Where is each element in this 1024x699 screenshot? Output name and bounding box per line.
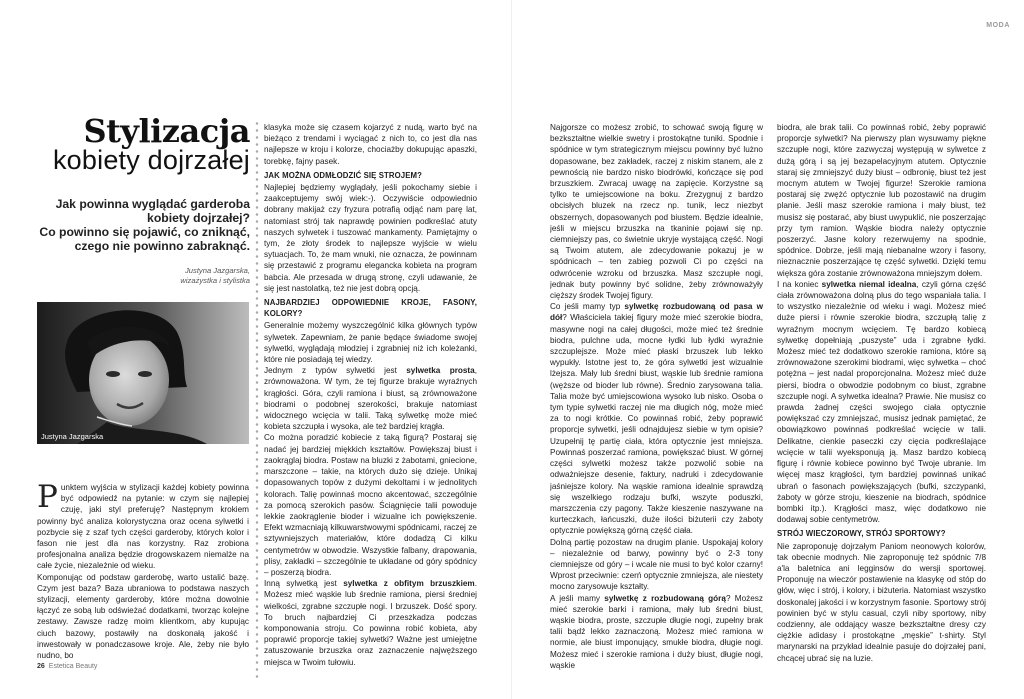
- body-paragraph: [550, 593, 763, 671]
- author-name: Justyna Jazgarska,: [185, 266, 250, 275]
- magazine-name: Estetica Beauty: [48, 663, 98, 670]
- text-run: I na koniec: [777, 279, 822, 289]
- emphasis: sylwetkę z rozbudowaną górą: [604, 593, 726, 603]
- text-run: Jednym z typów sylwetki jest: [264, 366, 407, 376]
- text-run: , zrównoważona. W tym, że tej figurze brakuje wyraźnych krągłości. Góra, czyli ramiona i biust, są zrównoważone biodrami o podobnej szerokości, brakuje natomiast widocznego wcięcia w talii. Taką sylwetkę może mieć kobieta szczupła i wysoka, ale też bardziej krągła.: [264, 366, 477, 432]
- body-paragraph: Generalnie możemy wyszczególnić kilka głównych typów sylwetek. Zapewniam, że panie będące świadome swojej sylwetki, wyglądają młodziej i zgrabniej niż ich koleżanki, które nie posiadają tej wiedzy.: [264, 321, 477, 365]
- emphasis: sylwetka niemal idealna: [821, 279, 917, 289]
- right-page: [512, 0, 1024, 699]
- text-run: . Możesz mieć wąskie lub średnie ramiona, piersi średniej wielkości, zgrabne szczupłe nogi. I brzuszek. Dość spory. To bruch najbardziej Ci przeszkadza podczas komponowania stroju. Co powinna robić kobieta, aby poprawić proporcje takiej sylwetki? Ważne jest umiejętne zatuszowanie brzuszka oraz zaznaczenie najwęższego miejsca w Twoim tułowiu.: [264, 579, 477, 667]
- text-run: ? Właściciela takiej figury może mieć szerokie biodra, masywne nogi na całej długości, może mieć też średnie biodra, pulchne uda, mocne łydki lub łydki wyraźnie szczuplejsze. Może mieć płaski brzuszek lub lekko wypukły. Istotne jest to, że góra sylwetki jest wizualnie lżejsza. Mały lub średni biust, wąskie lub średnie ramiona (węższe od bioder lub równe). Średnio zarysowana talia. Talia może być umiejscowiona wysoko lub nisko. Osoba o tym typie sylwetki raczej nie ma długich nóg, może mieć za to nogi krótkie. Co powinnaś robić, żeby poprawić proporcje sylwetki, jeśli odnajdujesz siebie w tym opisie? Uzupełnij tę partię ciała, która optycznie jest mniejsza. Powinnaś poszerzać ramiona, powiększać biust. W górnej części sylwetki możesz także pozwolić sobie na odważniejsze desenie, faktury, nadruki i zdecydowanie jaśniejsze kolory. Na wąskie ramiona idealnie sprawdzą się wszelkiego rodzaju bufki, wszyte poduszki, marszczenia czy pagony. Także kieszenie naszywane na kurteczkach, łańcuszki, duże ilości biżuterii czy żaboty optycznie powiększą górną część ciała.: [550, 313, 763, 536]
- article-lead: [30, 197, 250, 253]
- portrait-illustration: [37, 302, 249, 444]
- author-role: wizażystka i stylistka: [180, 276, 250, 285]
- text-column-2: [264, 122, 477, 682]
- text-run: Co jeśli mamy typ: [550, 302, 625, 312]
- emphasis: sylwetkę rozbudowaną od pasa w dół: [550, 302, 763, 323]
- page-footer: [37, 663, 97, 670]
- page-number: 26: [37, 663, 45, 670]
- article-title: Stylizacja: [83, 112, 250, 150]
- body-paragraph: Najgorsze co możesz zrobić, to schować swoją figurę w bezkształtne wielkie swetry i prostokątne tuniki. Spodnie i spódnice w tym strategicznym miejscu powinny być lużno dopasowane, bez zakładek, raczej z niskim stanem, ale z pewnością nie bardzo nisko biodrówki, kończące się pod brzuszkiem. Zwracaj uwagę na zapięcie. Korzystne są tylko te umiejscowione na boku. Zrezygnuj z bardzo obcisłych bluzek na rzecz np. tunik, lecz niezbyt obszernych, dopasowanych pod biustem. Będzie idealnie, jeśli w miejscu brzuszka na tkaninie pojawi się np. ciemniejszy pas, co świetnie ukryje wystającą część. Nogi są Twoim atutem, ale zdecydowanie pokazuj je w spódnicach – ten zabieg pozwoli Ci po części na odwrócenie wzroku od brzuszka. Masz szczupłe nogi, jednak buty powinny być solidne, żeby zrównoważyły cięższy środek Twojej figury.: [550, 123, 763, 301]
- body-paragraph: Komponując od podstaw garderobę, warto ustalić bazę. Czym jest baza? Baza ubraniowa to podstawa naszych stylizacji, elementy garderoby, które można dowolnie łączyć ze sobą lub odświeżać dodatkami, tworząc kolejne zestawy. Zawsze radzę moim klientkom, aby kupując ciuch bazowy, postawiły na doskonałą jakość i inwestowały w ponadczasowe kroje. Ale, żeby nie było nudno, bo: [37, 572, 249, 661]
- subheading: JAK MOŻNA ODMŁODZIĆ SIĘ STROJEM?: [264, 170, 422, 180]
- section-label: MODA: [986, 22, 1010, 29]
- text-run: , czyli górna część ciała zrównoważona dolną plus do tego wspaniała talia. I to wszystko niezależnie od wieku i wagi. Możesz mieć duże piersi i równie szerokie biodra, szczupłą talię z wyraźnym mocnym wcięciem. Tę bardzo kobiecą sylwetkę dopełniają „puszyste” uda i zgrabne łydki. Możesz mieć też dodatkowo szerokie ramiona, które są zrównoważone szerokimi biodrami, więc sylwetka – choć potężna – jest nadal proporcjonalna. Możesz mieć duże piersi, biodra o obwodzie podobnym co biust, zgrabne szczupłe nogi. A sylwetka idealna? Prawie. Nie musisz co prawda żadnej części swojego ciała optycznie powiększać czy zmniejszać, musisz jednak pamiętać, że obowiązkowo powinnaś podkreślać wcięcie w talii. Delikatne, cienkie paseczki czy cięcia podkreślające wcięcie w talii wyeksponują ją. Masz bardzo kobiecą figurę i równie kobiece powinno być Twoje ubranie. Im więcej masz krągłości, tym bardziej powinnaś unikać ubrań o fasonach powiększających (bufki, szczypanki, żaboty w górze stroju, kieszenie na biodrach, spódnice bombki itp.). Krągłości masz, więc dodatkowo nie dodawaj sobie centymetrów.: [777, 279, 986, 525]
- body-paragraph: biodra, ale brak talii. Co powinnaś robić, żeby poprawić proporcje sylwetki? Na pierwszy plan wysuwamy piękne szczupłe nogi, które zazwyczaj występują w sylwetce z dużą górą i są jej bezapelacyjnym atutem. Optycznie staraj się zmniejszyć duży biust – odbronię, biust też jest mocnym atutem w Twojej figurze! Szerokie ramiona postaraj się zwężć optycznie lub pozostawić na drugim planie. Jeśli masz szerokie ramiona i mały biust, też musisz się postarać, aby biust uwypuklić, nie poszerzając przy tym ramion. Wąskie biodra należy optycznie poszerzyć. Jasne kolory rezerwujemy na spodnie, spódnice. Dobrze, jeśli mają niebanalne wzory i fasony, nieznacznie poszerzające tę część sylwetki. Dzięki temu większa góra zostanie zrównoważona mniejszym dołem.: [777, 123, 986, 278]
- lead-line: Co powinno się pojawić, co zniknąć,: [39, 225, 250, 239]
- body-paragraph: Co można poradzić kobiecie z taką figurą? Postaraj się nadać jej bardziej miękkich kształtów. Powiększaj biust i zaokrąglaj biodra. Postaw na bluzki z żabotami, gniecione, marszczone – takie, na których dużo się dzieje. Unikaj dopasowanych topów z dużymi dekoltami i w jednolitych kolorach. Talię powinnaś mocno akcentować, szczególnie za pomocą szerokich pasów. Ściągnięcie talii powoduje lekkie zaokrąglenie bioder i wizualne ich powiększenie. Efekt wzmacniają kilkuwarstwowymi spódnicami, raczej ze sztywniejszych materiałów, które dodadzą Ci kilku centymetrów w obwodzie. Wszystkie falbany, drapowania, plisy, zakładki – szczególnie te układane od góry spódnicy – poszerzą biodra.: [264, 433, 477, 577]
- emphasis: sylwetka prosta: [406, 366, 475, 376]
- author-photo: [37, 302, 249, 444]
- subheading: NAJBARDZIEJ ODPOWIEDNIE KROJE, FASONY, KOLORY?: [264, 298, 477, 319]
- article-subtitle: kobiety dojrzałej: [52, 145, 250, 175]
- body-paragraph: [264, 365, 477, 432]
- author-byline: [50, 266, 250, 286]
- body-paragraph: [264, 578, 477, 668]
- emphasis: sylwetka z obfitym brzuszkiem: [343, 579, 475, 589]
- text-run: ? Możesz mieć szerokie barki i ramiona, mały lub średni biust, wąskie biodra, proste, szczupłe długie nogi, zupełny brak talii bądź lekko zaznaczoną. Możesz mieć ramiona w normie, ale biust imponujący, smukłe biodra, długie nogi. Możesz mieć i szerokie ramiona i duży biust, długie nogi, wąskie: [550, 593, 763, 670]
- text-column-4: [777, 122, 986, 682]
- text-run: A jeśli mamy: [550, 593, 605, 603]
- text-run: Inną sylwetką jest: [264, 579, 344, 589]
- body-paragraph: klasyka może się czasem kojarzyć z nudą, warto być na bieżąco z trendami i wyciągać z nich to, co jest dla nas najlepsze w kroju i kolorze, chociażby dokupując apaszki, torebkę, fajny pasek.: [264, 123, 477, 166]
- body-paragraph: [777, 279, 986, 525]
- drop-cap: P: [37, 482, 58, 515]
- dotted-divider: [252, 120, 262, 680]
- photo-caption: Justyna Jazgarska: [41, 432, 104, 441]
- body-paragraph: Najlepiej będziemy wyglądały, jeśli pokochamy siebie i zaakceptujemy swój wiek:-). Oczywiście odpowiednio dobrany makijaż czy fryzura potrafią odjąć nam parę lat, natomiast strój tak naprawdę powinien podkreślać atuty naszych sylwetek i tuszować mankamenty. Pamiętajmy o tym, że złoty środek to najlepsze wyjście w wielu sytuacjach. To, że mam wnuki, nie oznacza, że powinnam się przestawić z programu elegancka kobieta na program babcia. Ale przesada w drugą stronę, czyli udawanie, że się jest nastolatką, też nie jest dobrą opcją.: [264, 183, 477, 293]
- text-column-1: [37, 482, 249, 672]
- lead-line: czego nie powinno zabraknąć.: [74, 239, 250, 253]
- body-paragraph: [550, 301, 763, 536]
- subheading: STRÓJ WIECZOROWY, STRÓJ SPORTOWY?: [777, 529, 946, 539]
- body-paragraph: Dolną partię pozostaw na drugim planie. Uspokajaj kolory – niezależnie od barwy, powinny być o 2-3 tony ciemniejsze od góry – i wcale nie musi to być kolor czarny! Wprost przeciwnie: czerń optycznie zmniejsza, ale niestety mocno zarysowuje kształty.: [550, 537, 763, 592]
- body-paragraph: Nie zaproponuję dojrzałym Paniom neonowych kolorów, tak obecnie modnych. Nie zaproponuję też spódnic 7/8 a'la baletnica ani legginsów do wersji sportowej. Proponuję na wieczór postawienie na klasykę od stóp do głów, więc i strój, i kolory, i biżuteria. Natomiast wszystko doskonalej jakości i w korzystnym fasonie. Sportowy strój powinien być w stylu casual, czyli niby sportowy, niby codzienny, ale oddający wasze bezkształtne dresy czy ciężkie adidasy i prostokątne „męskie” t-shirty. Styl marynarski na przykład idealnie pasuje do dojrzałej pani, chcącej ubrać się na luzie.: [777, 541, 986, 663]
- lead-line: kobiety dojrzałej?: [147, 211, 250, 225]
- text-column-3: [550, 122, 763, 682]
- lead-line: Jak powinna wyglądać garderoba: [55, 197, 250, 211]
- body-paragraph: unktem wyjścia w stylizacji każdej kobiety powinna być odpowiedź na pytanie: w czym się najlepiej czuję, jaki styl preferuję? Następnym krokiem powinny być analiza kolorystyczna oraz ocena sylwetki i pozbycie się z szaf tych części garderoby, których kolor i fason nie jest dla nas korzystny. Raz zrobiona profesjonalna analiza będzie drogowskazem niemalże na całe życie, niezależnie od wieku.: [37, 483, 249, 571]
